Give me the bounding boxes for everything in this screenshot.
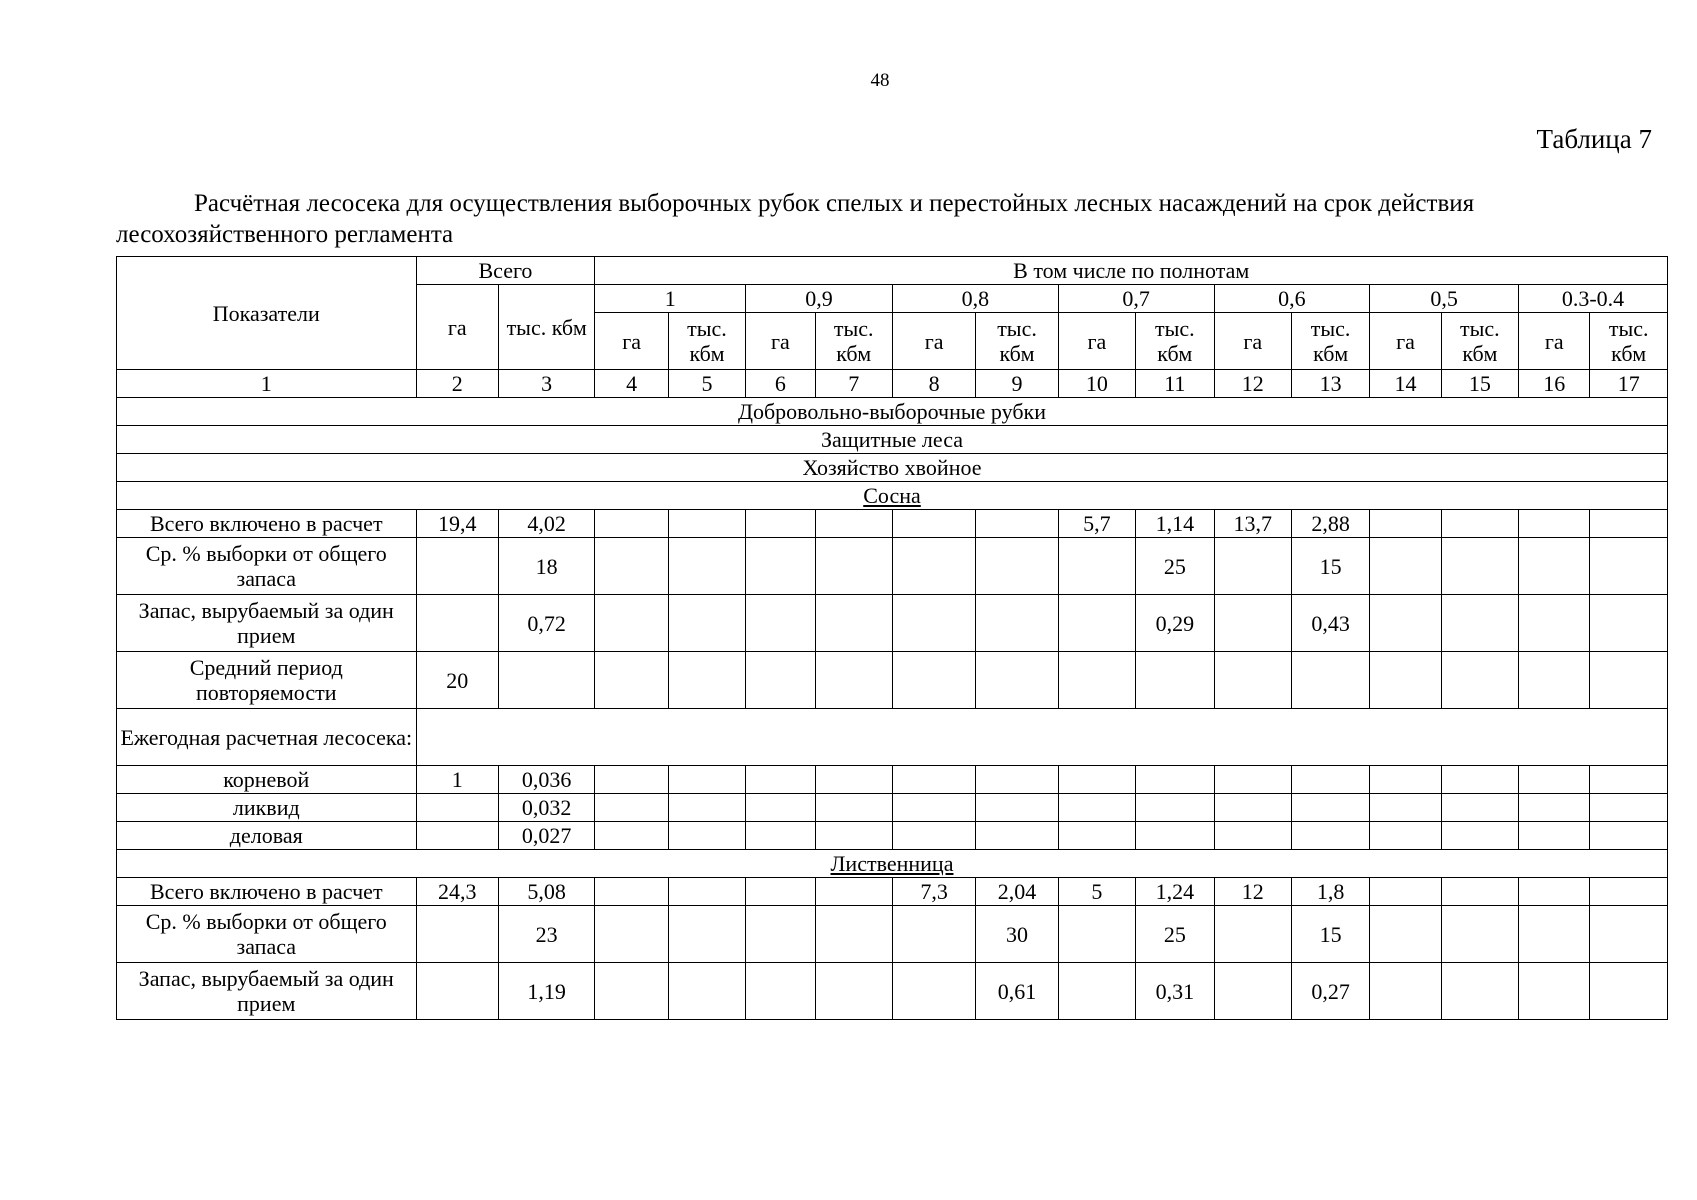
- table-cell: [668, 766, 745, 794]
- table-cell: [1058, 963, 1135, 1020]
- header-by-density: В том числе по полнотам: [595, 257, 1668, 285]
- row-label: деловая: [117, 822, 417, 850]
- table-cell: 1,14: [1136, 510, 1214, 538]
- table-cell: 30: [976, 906, 1058, 963]
- header-ha: га: [595, 313, 668, 370]
- header-density-0-9: 0,9: [746, 285, 893, 313]
- table-cell: [976, 822, 1058, 850]
- row-label: Запас, вырубаемый за один прием: [117, 963, 417, 1020]
- table-row: [117, 766, 1668, 794]
- table-cell: [746, 963, 815, 1020]
- column-number: 8: [892, 370, 975, 398]
- table-cell: 0,31: [1136, 963, 1214, 1020]
- table-cell: 0,036: [498, 766, 595, 794]
- table-cell: [1214, 963, 1291, 1020]
- table-cell: [1519, 538, 1590, 595]
- table-cell: [746, 510, 815, 538]
- table-cell: 1,8: [1291, 878, 1369, 906]
- table-cell: [595, 595, 668, 652]
- table-cell: [746, 595, 815, 652]
- column-number: 5: [668, 370, 745, 398]
- header-ha: га: [1370, 313, 1441, 370]
- harvest-table: [116, 256, 1668, 1020]
- table-cell: [498, 652, 595, 709]
- table-cell: [1441, 510, 1518, 538]
- table-cell: 18: [498, 538, 595, 595]
- header-total: Всего: [416, 257, 595, 285]
- table-cell: 12: [1214, 878, 1291, 906]
- table-cell: [1370, 906, 1441, 963]
- table-cell: [976, 766, 1058, 794]
- table-cell: [416, 538, 498, 595]
- header-vol: тыс. кбм: [976, 313, 1058, 370]
- table-cell: [1590, 538, 1668, 595]
- table-cell: [815, 510, 892, 538]
- table-cell: 25: [1136, 538, 1214, 595]
- header-total-vol: тыс. кбм: [498, 285, 595, 370]
- table-row: [117, 510, 1668, 538]
- column-number: 14: [1370, 370, 1441, 398]
- table-cell: [668, 794, 745, 822]
- table-cell: [416, 822, 498, 850]
- table-cell: 4,02: [498, 510, 595, 538]
- table-cell: [815, 538, 892, 595]
- table-cell: [892, 963, 975, 1020]
- table-cell: [976, 652, 1058, 709]
- table-cell: [1214, 906, 1291, 963]
- table-cell: [1370, 822, 1441, 850]
- table-cell: [1058, 906, 1135, 963]
- row-label: Средний период повторяемости: [117, 652, 417, 709]
- table-cell: [815, 794, 892, 822]
- row-label: Всего включено в расчет: [117, 878, 417, 906]
- table-cell: [1590, 963, 1668, 1020]
- table-cell: [1441, 906, 1518, 963]
- header-ha: га: [1058, 313, 1135, 370]
- table-cell: [815, 906, 892, 963]
- table-cell: 23: [498, 906, 595, 963]
- table-cell: 0,61: [976, 963, 1058, 1020]
- column-number: 12: [1214, 370, 1291, 398]
- table-cell: [1136, 822, 1214, 850]
- table-row: [117, 878, 1668, 906]
- table-cell: [1590, 906, 1668, 963]
- table-cell: [1441, 766, 1518, 794]
- section-farm: Хозяйство хвойное: [117, 454, 1668, 482]
- table-row: [117, 906, 1668, 963]
- table-cell: [815, 652, 892, 709]
- table-cell: [815, 822, 892, 850]
- table-cell: [815, 963, 892, 1020]
- table-cell: [668, 510, 745, 538]
- table-cell: 0,72: [498, 595, 595, 652]
- table-cell: [416, 963, 498, 1020]
- table-cell: 2,88: [1291, 510, 1369, 538]
- species-larch-label: Лиственница: [830, 851, 954, 876]
- table-cell: [1058, 794, 1135, 822]
- table-cell: [1519, 766, 1590, 794]
- table-cell: [1370, 595, 1441, 652]
- table-cell: [595, 510, 668, 538]
- column-number: 9: [976, 370, 1058, 398]
- table-cell: [1519, 906, 1590, 963]
- table-cell: [976, 794, 1058, 822]
- table-cell: [595, 794, 668, 822]
- table-cell: 15: [1291, 538, 1369, 595]
- header-ha: га: [1214, 313, 1291, 370]
- table-cell: [668, 878, 745, 906]
- table-cell: [1590, 794, 1668, 822]
- header-total-ha: га: [416, 285, 498, 370]
- table-cell: [746, 906, 815, 963]
- table-cell: 0,29: [1136, 595, 1214, 652]
- table-cell: [1214, 595, 1291, 652]
- table-cell: [1214, 766, 1291, 794]
- table-cell: 24,3: [416, 878, 498, 906]
- header-density-0-6: 0,6: [1214, 285, 1370, 313]
- table-cell: [746, 822, 815, 850]
- table-cell: 5,7: [1058, 510, 1135, 538]
- table-cell: [668, 963, 745, 1020]
- header-density-0-8: 0,8: [892, 285, 1058, 313]
- table-cell: [1136, 794, 1214, 822]
- species-pine-label: Сосна: [863, 483, 921, 508]
- table-cell: [1519, 878, 1590, 906]
- table-cell: [1590, 766, 1668, 794]
- table-label: Таблица 7: [1536, 124, 1652, 154]
- table-cell: [1370, 963, 1441, 1020]
- table-cell: 0,032: [498, 794, 595, 822]
- table-cell: [1291, 766, 1369, 794]
- table-cell: [1291, 794, 1369, 822]
- table-cell: [1441, 822, 1518, 850]
- table-cell: [815, 595, 892, 652]
- table-row: [117, 794, 1668, 822]
- table-cell: [1590, 510, 1668, 538]
- column-number: 7: [815, 370, 892, 398]
- section-species-pine: [117, 482, 1668, 510]
- table-row: [117, 822, 1668, 850]
- row-label: Всего включено в расчет: [117, 510, 417, 538]
- header-vol: тыс. кбм: [668, 313, 745, 370]
- column-number: 6: [746, 370, 815, 398]
- table-cell: [1136, 652, 1214, 709]
- table-cell: [1519, 595, 1590, 652]
- empty-span-cell: [416, 709, 1667, 766]
- table-cell: [746, 652, 815, 709]
- table-cell: 0,27: [1291, 963, 1369, 1020]
- table-cell: 15: [1291, 906, 1369, 963]
- header-vol: тыс. кбм: [1590, 313, 1668, 370]
- table-cell: [815, 766, 892, 794]
- table-cell: 7,3: [892, 878, 975, 906]
- table-cell: [1058, 538, 1135, 595]
- table-cell: [892, 652, 975, 709]
- table-cell: 5: [1058, 878, 1135, 906]
- table-cell: [1590, 878, 1668, 906]
- page-number: 48: [870, 70, 890, 91]
- table-row: [117, 652, 1668, 709]
- header-vol: тыс. кбм: [1136, 313, 1214, 370]
- table-row: [117, 538, 1668, 595]
- table-cell: [416, 595, 498, 652]
- table-cell: [416, 906, 498, 963]
- table-cell: [1370, 794, 1441, 822]
- table-cell: 0,027: [498, 822, 595, 850]
- table-cell: [595, 963, 668, 1020]
- table-cell: [976, 510, 1058, 538]
- table-cell: [595, 906, 668, 963]
- column-number: 2: [416, 370, 498, 398]
- table-cell: 0,43: [1291, 595, 1369, 652]
- table-cell: [1370, 652, 1441, 709]
- table-cell: [976, 595, 1058, 652]
- section-cutting-type: Добровольно-выборочные рубки: [117, 398, 1668, 426]
- header-density-0-5: 0,5: [1370, 285, 1519, 313]
- table-cell: [892, 595, 975, 652]
- table-cell: [1214, 822, 1291, 850]
- table-cell: 20: [416, 652, 498, 709]
- table-cell: [1058, 652, 1135, 709]
- column-number: 4: [595, 370, 668, 398]
- table-cell: [892, 822, 975, 850]
- table-cell: [1370, 538, 1441, 595]
- column-number: 10: [1058, 370, 1135, 398]
- table-cell: [1136, 766, 1214, 794]
- table-cell: [1441, 538, 1518, 595]
- table-cell: [1519, 510, 1590, 538]
- table-cell: [668, 822, 745, 850]
- column-number: 16: [1519, 370, 1590, 398]
- table-cell: [668, 538, 745, 595]
- table-cell: [1441, 878, 1518, 906]
- table-cell: [1441, 652, 1518, 709]
- table-cell: [595, 652, 668, 709]
- column-number: 11: [1136, 370, 1214, 398]
- table-cell: 19,4: [416, 510, 498, 538]
- column-number: 1: [117, 370, 417, 398]
- table-cell: [1370, 510, 1441, 538]
- table-cell: [815, 878, 892, 906]
- column-number: 15: [1441, 370, 1518, 398]
- row-label: ликвид: [117, 794, 417, 822]
- table-cell: [1058, 822, 1135, 850]
- column-number: 3: [498, 370, 595, 398]
- header-ha: га: [1519, 313, 1590, 370]
- header-indicators: Показатели: [117, 257, 417, 370]
- table-cell: [1519, 963, 1590, 1020]
- row-label: корневой: [117, 766, 417, 794]
- table-cell: 25: [1136, 906, 1214, 963]
- table-cell: [1590, 822, 1668, 850]
- table-cell: [595, 538, 668, 595]
- table-row: [117, 963, 1668, 1020]
- table-row: [117, 595, 1668, 652]
- table-cell: [1214, 652, 1291, 709]
- table-cell: [668, 652, 745, 709]
- table-cell: [1441, 963, 1518, 1020]
- table-row: [117, 709, 1668, 766]
- table-cell: [746, 794, 815, 822]
- column-numbers-row: [117, 370, 1668, 398]
- column-number: 13: [1291, 370, 1369, 398]
- table-title: Расчётная лесосека для осуществления выборочных рубок спелых и перестойных лесных насаждений на срок действия лесохозяйственного регламента: [116, 190, 1475, 248]
- table-cell: 13,7: [1214, 510, 1291, 538]
- table-cell: 5,08: [498, 878, 595, 906]
- table-cell: [746, 538, 815, 595]
- header-ha: га: [746, 313, 815, 370]
- table-cell: [1214, 538, 1291, 595]
- table-cell: [1370, 766, 1441, 794]
- table-cell: [892, 794, 975, 822]
- table-cell: [1441, 794, 1518, 822]
- table-cell: [416, 794, 498, 822]
- table-cell: [1214, 794, 1291, 822]
- header-density-0-3-0-4: 0.3-0.4: [1519, 285, 1668, 313]
- table-cell: [976, 538, 1058, 595]
- table-cell: [1291, 822, 1369, 850]
- table-cell: 1: [416, 766, 498, 794]
- table-cell: [1519, 652, 1590, 709]
- header-density-1: 1: [595, 285, 746, 313]
- table-cell: [1519, 794, 1590, 822]
- table-cell: 1,24: [1136, 878, 1214, 906]
- table-cell: [746, 766, 815, 794]
- table-cell: [1519, 822, 1590, 850]
- table-cell: [1291, 652, 1369, 709]
- table-cell: [595, 766, 668, 794]
- table-cell: [746, 878, 815, 906]
- table-cell: 2,04: [976, 878, 1058, 906]
- table-cell: [1590, 652, 1668, 709]
- header-vol: тыс. кбм: [1441, 313, 1518, 370]
- row-label: Запас, вырубаемый за один прием: [117, 595, 417, 652]
- section-forest-type: Защитные леса: [117, 426, 1668, 454]
- table-cell: [668, 595, 745, 652]
- header-vol: тыс. кбм: [1291, 313, 1369, 370]
- header-ha: га: [892, 313, 975, 370]
- table-cell: [1370, 878, 1441, 906]
- table-cell: [892, 906, 975, 963]
- column-number: 17: [1590, 370, 1668, 398]
- table-cell: [668, 906, 745, 963]
- table-cell: [595, 822, 668, 850]
- table-cell: [1058, 595, 1135, 652]
- table-cell: [1590, 595, 1668, 652]
- section-species-larch: [117, 850, 1668, 878]
- table-cell: [1058, 766, 1135, 794]
- header-vol: тыс. кбм: [815, 313, 892, 370]
- row-label: Ср. % выборки от общего запаса: [117, 906, 417, 963]
- table-cell: [892, 538, 975, 595]
- row-label: Ежегодная расчетная лесосека:: [117, 709, 417, 766]
- table-cell: [1441, 595, 1518, 652]
- table-cell: [892, 766, 975, 794]
- table-cell: 1,19: [498, 963, 595, 1020]
- header-density-0-7: 0,7: [1058, 285, 1214, 313]
- row-label: Ср. % выборки от общего запаса: [117, 538, 417, 595]
- table-cell: [595, 878, 668, 906]
- table-cell: [892, 510, 975, 538]
